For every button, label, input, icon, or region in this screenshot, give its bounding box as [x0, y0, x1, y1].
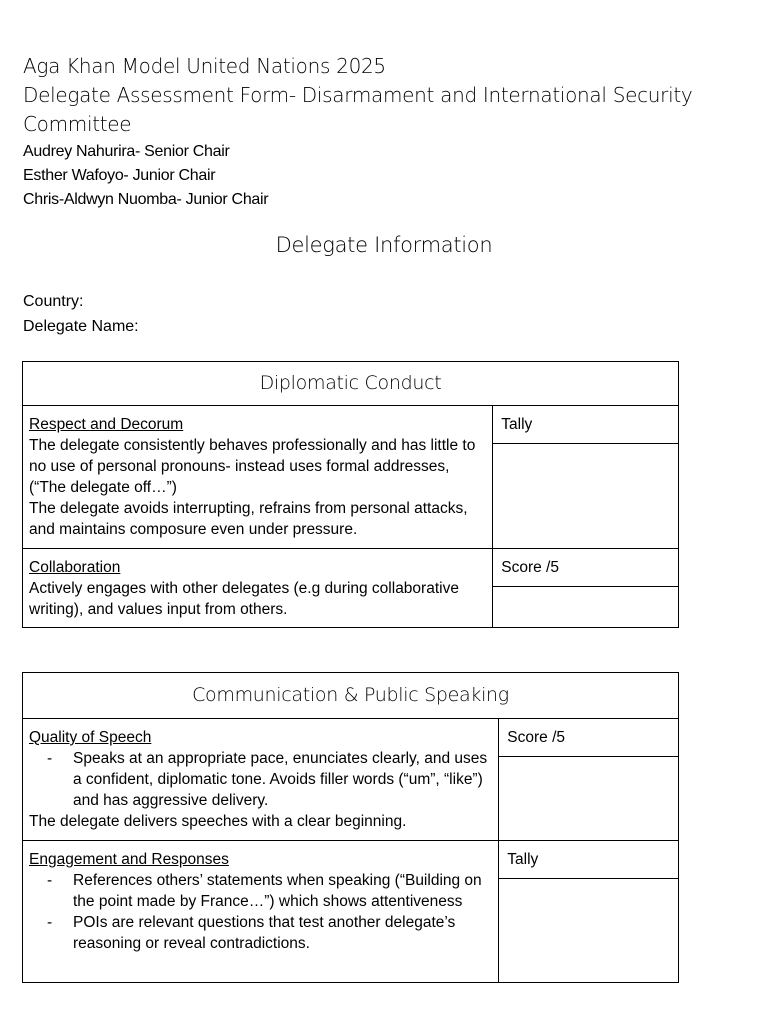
- junior-chair-1: Esther Wafoyo- Junior Chair: [23, 167, 216, 184]
- diplomatic-conduct-title: Diplomatic Conduct: [23, 362, 679, 406]
- delegate-info-fields: [23, 289, 139, 339]
- quality-speech-text: The delegate delivers speeches with a clear beginning.: [29, 813, 407, 830]
- tally-label: Tally: [499, 841, 679, 879]
- collaboration-heading: Collaboration: [29, 559, 121, 576]
- tally-entry-box[interactable]: [493, 444, 679, 549]
- respect-decorum-text-2: The delegate avoids interrupting, refrains from personal attacks, and maintains composure even under pressure.: [29, 500, 468, 538]
- engagement-bullet-2: - POIs are relevant questions that test another delegate’s reasoning or reveal contradictions.: [29, 912, 492, 954]
- tally-label: Tally: [493, 406, 679, 444]
- respect-decorum-heading: Respect and Decorum: [29, 416, 184, 433]
- junior-chair-2: Chris-Aldwyn Nuomba- Junior Chair: [23, 191, 269, 208]
- respect-decorum-criteria: [23, 406, 493, 549]
- quality-speech-bullet-1: - Speaks at an appropriate pace, enunciates clearly, and uses a confident, diplomatic tone. Avoids filler words (“um”, “like”) and has aggressive delivery.: [29, 748, 492, 811]
- quality-speech-bullets: [29, 748, 492, 811]
- conference-title: Aga Khan Model United Nations 2025: [23, 54, 386, 78]
- engagement-responses-heading: Engagement and Responses: [29, 851, 229, 868]
- score-entry-box[interactable]: [493, 587, 679, 628]
- document-header: [23, 52, 743, 212]
- engagement-bullet-1: - References others’ statements when speaking (“Building on the point made by France…”) which shows attentiveness: [29, 870, 492, 912]
- engagement-responses-bullets: [29, 870, 492, 954]
- collaboration-text: Actively engages with other delegates (e.g during collaborative writing), and values input from others.: [29, 580, 459, 618]
- quality-speech-criteria: [23, 719, 499, 841]
- form-title-continued: Committee: [23, 112, 132, 136]
- delegate-name-label: Delegate Name:: [23, 318, 139, 335]
- form-title: Delegate Assessment Form- Disarmament and International Security: [23, 83, 693, 107]
- country-label: Country:: [23, 293, 84, 310]
- score-entry-box[interactable]: [499, 757, 679, 841]
- tally-entry-box[interactable]: [499, 879, 679, 983]
- delegate-information-heading: Delegate Information: [275, 233, 493, 257]
- engagement-responses-criteria: [23, 841, 499, 983]
- communication-speaking-table: [22, 672, 679, 983]
- score-label: Score /5: [499, 719, 679, 757]
- quality-speech-heading: Quality of Speech: [29, 729, 152, 746]
- communication-speaking-title: Communication & Public Speaking: [23, 673, 679, 719]
- diplomatic-conduct-table: [22, 361, 679, 628]
- collaboration-criteria: [23, 549, 493, 628]
- respect-decorum-text-1: The delegate consistently behaves professionally and has little to no use of personal pronouns- instead uses formal addresses, (“The delegate off…”): [29, 437, 476, 496]
- score-label: Score /5: [493, 549, 679, 587]
- senior-chair: Audrey Nahurira- Senior Chair: [23, 143, 230, 160]
